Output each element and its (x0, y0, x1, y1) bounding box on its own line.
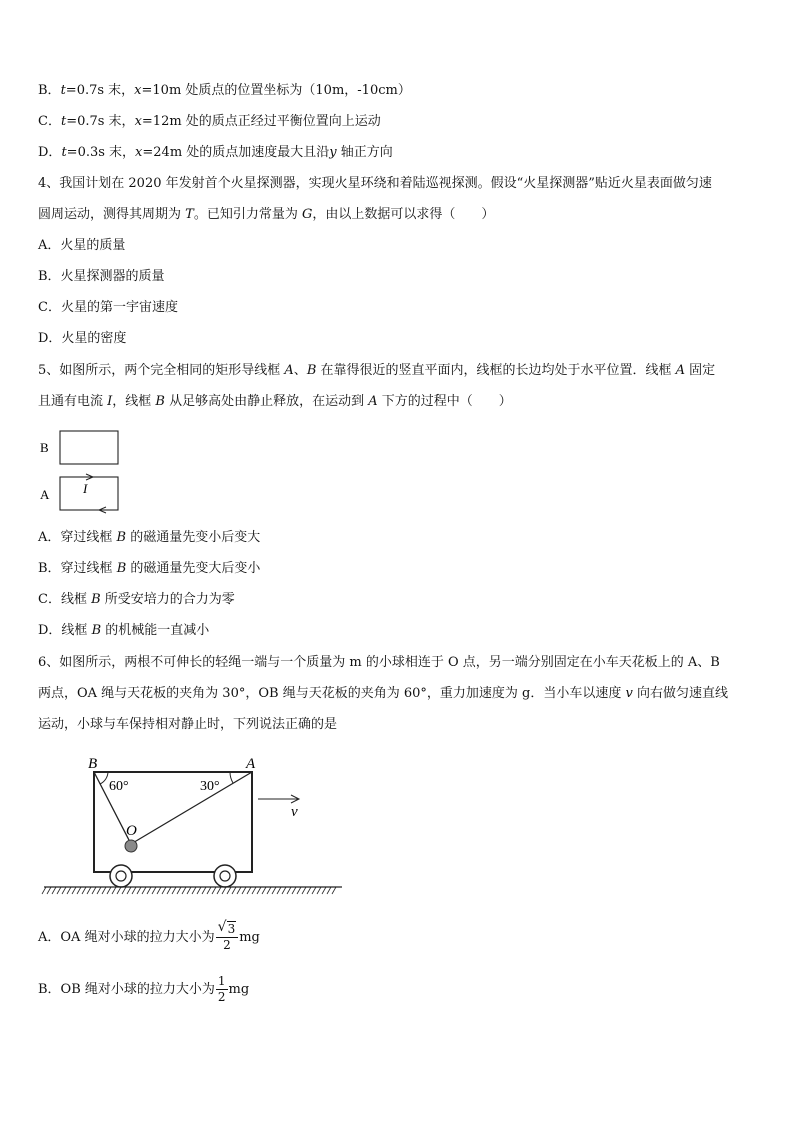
hatch-mark (302, 887, 306, 894)
hatch-mark (92, 887, 96, 894)
q4-option-b (38, 268, 165, 286)
var-I: I (107, 394, 113, 409)
fraction-sqrt3-over-2 (216, 919, 239, 953)
q4-stem-line2 (38, 206, 494, 224)
ball (125, 840, 137, 852)
hatch-mark (57, 887, 61, 894)
hatch-mark (277, 887, 281, 894)
question-text: 圆周运动，测得其周期为 (38, 207, 186, 222)
question-text: 固定 (685, 363, 716, 378)
option-text: B．穿过线框 (38, 561, 117, 576)
hatch-mark (42, 887, 46, 894)
velocity-label: v (291, 804, 298, 820)
option-text: =10m 处质点的位置坐标为（10m，-10cm） (141, 83, 411, 98)
hatch-mark (217, 887, 221, 894)
frame-a-label: A (40, 487, 50, 502)
q6-option-b (38, 974, 249, 1005)
point-a-label: A (246, 756, 256, 772)
var-B: B (91, 592, 101, 607)
question-text: 、 (293, 363, 307, 378)
hatch-mark (97, 887, 101, 894)
point-b-label: B (88, 756, 98, 772)
hatch-mark (252, 887, 256, 894)
option-text: A．火星的质量 (38, 238, 126, 253)
hatch-mark (67, 887, 71, 894)
var-x: x (135, 145, 143, 160)
question-text: 4、我国计划在 2020 年发射首个火星探测器，实现火星环绕和着陆巡视探测。假设“火星探测器”贴近火星表面做匀速 (38, 176, 712, 191)
hatch-mark (47, 887, 51, 894)
q4-option-a (38, 237, 125, 255)
q5-stem-line2 (38, 393, 512, 411)
q5-option-d (38, 622, 209, 640)
var-B: B (306, 363, 317, 378)
hatch-mark (247, 887, 251, 894)
hatch-mark (317, 887, 321, 894)
var-G: G (301, 207, 313, 222)
option-text: D． (38, 145, 62, 160)
q6-stem-line3 (38, 716, 337, 734)
fraction-1-over-2 (216, 974, 228, 1005)
var-B: B (116, 530, 127, 545)
q4-option-c (38, 299, 178, 317)
hatch-mark (62, 887, 66, 894)
option-text: C．线框 (38, 592, 92, 607)
option-text: =0.3s 末， (66, 145, 136, 160)
hatch-mark (232, 887, 236, 894)
hatch-mark (187, 887, 191, 894)
question-text: 两点，OA 绳与天花板的夹角为 30°，OB 绳与天花板的夹角为 60°，重力加速度为 g．当小车以速度 (38, 686, 626, 701)
hatch-mark (242, 887, 246, 894)
option-text: A．OA 绳对小球的拉力大小为 (38, 930, 215, 945)
hatch-mark (172, 887, 176, 894)
option-text: 的磁通量先变大后变小 (126, 561, 261, 576)
question-text: 从足够高处由静止释放，在运动到 (164, 394, 369, 409)
hatch-mark (112, 887, 116, 894)
hatch-mark (312, 887, 316, 894)
hatch-mark (122, 887, 126, 894)
option-text: =24m 处的质点加速度最大且沿 (142, 145, 330, 160)
q5-figure (30, 425, 140, 517)
hatch-mark (132, 887, 136, 894)
hatch-mark (282, 887, 286, 894)
hatch-mark (157, 887, 161, 894)
frame-a (60, 477, 118, 510)
option-text: =0.7s 末， (66, 114, 135, 129)
hatch-mark (272, 887, 276, 894)
hatch-mark (77, 887, 81, 894)
question-text: ，由以上数据可以求得（ ） (312, 207, 495, 222)
frame-b-label: B (40, 440, 49, 455)
hatch-mark (192, 887, 196, 894)
hatch-mark (197, 887, 201, 894)
var-B: B (116, 561, 127, 576)
angle-30-label: 30° (200, 779, 220, 794)
option-text: =0.7s 末， (65, 83, 135, 98)
hatch-mark (117, 887, 121, 894)
q6-stem-line1 (38, 654, 720, 672)
option-text: 轴正方向 (336, 145, 393, 160)
option-text: C．火星的第一宇宙速度 (38, 300, 178, 315)
hatch-mark (222, 887, 226, 894)
fraction-numerator: 3 (227, 922, 236, 936)
hatch-mark (137, 887, 141, 894)
q5-option-a (38, 529, 260, 547)
hatch-mark (267, 887, 271, 894)
q5-option-b (38, 560, 260, 578)
hatch-mark (147, 887, 151, 894)
option-text: B．火星探测器的质量 (38, 269, 165, 284)
hatch-mark (307, 887, 311, 894)
option-text: C． (38, 114, 61, 129)
fraction-denominator: 2 (217, 990, 226, 1004)
var-A: A (368, 394, 378, 409)
current-label: I (83, 481, 88, 496)
var-t: t (60, 83, 66, 98)
option-text: B．OB 绳对小球的拉力大小为 (38, 982, 215, 997)
var-t: t (60, 114, 67, 129)
frame-b (60, 431, 118, 464)
q4-option-d (38, 330, 126, 348)
question-text: 向右做匀速直线 (632, 686, 728, 701)
hatch-mark (327, 887, 331, 894)
hatch-mark (292, 887, 296, 894)
hatch-mark (72, 887, 76, 894)
hatch-mark (237, 887, 241, 894)
var-x: x (134, 83, 142, 98)
hatch-mark (152, 887, 156, 894)
q3-option-d (38, 144, 393, 162)
var-A: A (675, 363, 686, 378)
question-text: 5、如图所示，两个完全相同的矩形导线框 (38, 363, 285, 378)
q4-stem-line1 (38, 175, 712, 193)
point-o-label: O (126, 823, 137, 839)
q6-stem-line2 (38, 685, 728, 703)
hatch-mark (287, 887, 291, 894)
angle-arc-30 (230, 772, 233, 783)
option-text: B． (38, 83, 61, 98)
option-text: mg (228, 982, 250, 997)
hatch-mark (162, 887, 166, 894)
hatch-mark (167, 887, 171, 894)
var-t: t (61, 145, 67, 160)
hatch-mark (102, 887, 106, 894)
hatch-mark (202, 887, 206, 894)
option-text: mg (239, 930, 260, 945)
wheel-right-hub (220, 871, 230, 881)
option-text: D．线框 (38, 623, 92, 638)
hatch-mark (142, 887, 146, 894)
option-text: D．火星的密度 (38, 331, 127, 346)
question-text: 运动，小球与车保持相对静止时，下列说法正确的是 (38, 717, 338, 732)
hatch-mark (332, 887, 336, 894)
hatch-mark (107, 887, 111, 894)
q6-option-a (38, 919, 260, 953)
fraction-numerator: 1 (217, 974, 226, 988)
hatch-mark (82, 887, 86, 894)
question-text: 在靠得很近的竖直平面内，线框的长边均处于水平位置．线框 (316, 363, 676, 378)
hatch-mark (212, 887, 216, 894)
angle-60-label: 60° (109, 779, 129, 794)
wheel-left-hub (116, 871, 126, 881)
rope-oa (131, 772, 252, 844)
q3-option-b (38, 82, 411, 100)
option-text: A．穿过线框 (38, 530, 117, 545)
sqrt-symbol: √ 3 (217, 919, 236, 936)
var-B: B (155, 394, 165, 409)
hatch-mark (127, 887, 131, 894)
fraction-denominator: 2 (223, 938, 231, 952)
var-B: B (91, 623, 102, 638)
var-x: x (134, 114, 142, 129)
option-text: 所受安培力的合力为零 (100, 592, 235, 607)
q3-option-c (38, 113, 381, 131)
hatch-mark (227, 887, 231, 894)
hatch-mark (257, 887, 261, 894)
option-text: 的机械能一直减小 (101, 623, 210, 638)
var-A: A (284, 363, 294, 378)
var-y: y (329, 145, 337, 160)
hatch-mark (207, 887, 211, 894)
var-T: T (185, 207, 194, 222)
hatch-mark (87, 887, 91, 894)
q5-stem-line1 (38, 362, 715, 380)
question-text: 下方的过程中（ ） (377, 394, 512, 409)
question-text: 且通有电流 (38, 394, 108, 409)
hatch-mark (52, 887, 56, 894)
q5-option-c (38, 591, 235, 609)
question-text: 6、如图所示，两根不可伸长的轻绳一端与一个质量为 m 的小球相连于 O 点，另一端分别固定在小车天花板上的 A、B (38, 655, 720, 670)
hatch-mark (177, 887, 181, 894)
question-text: 。已知引力常量为 (193, 207, 302, 222)
hatch-mark (297, 887, 301, 894)
hatch-mark (322, 887, 326, 894)
hatch-mark (262, 887, 266, 894)
angle-arc-60 (100, 772, 108, 784)
option-text: 的磁通量先变小后变大 (126, 530, 261, 545)
q6-figure (40, 750, 350, 900)
ground-hatch (42, 887, 336, 894)
hatch-mark (182, 887, 186, 894)
question-text: ，线框 (112, 394, 156, 409)
option-text: =12m 处的质点正经过平衡位置向上运动 (141, 114, 381, 129)
var-v: v (625, 686, 633, 701)
